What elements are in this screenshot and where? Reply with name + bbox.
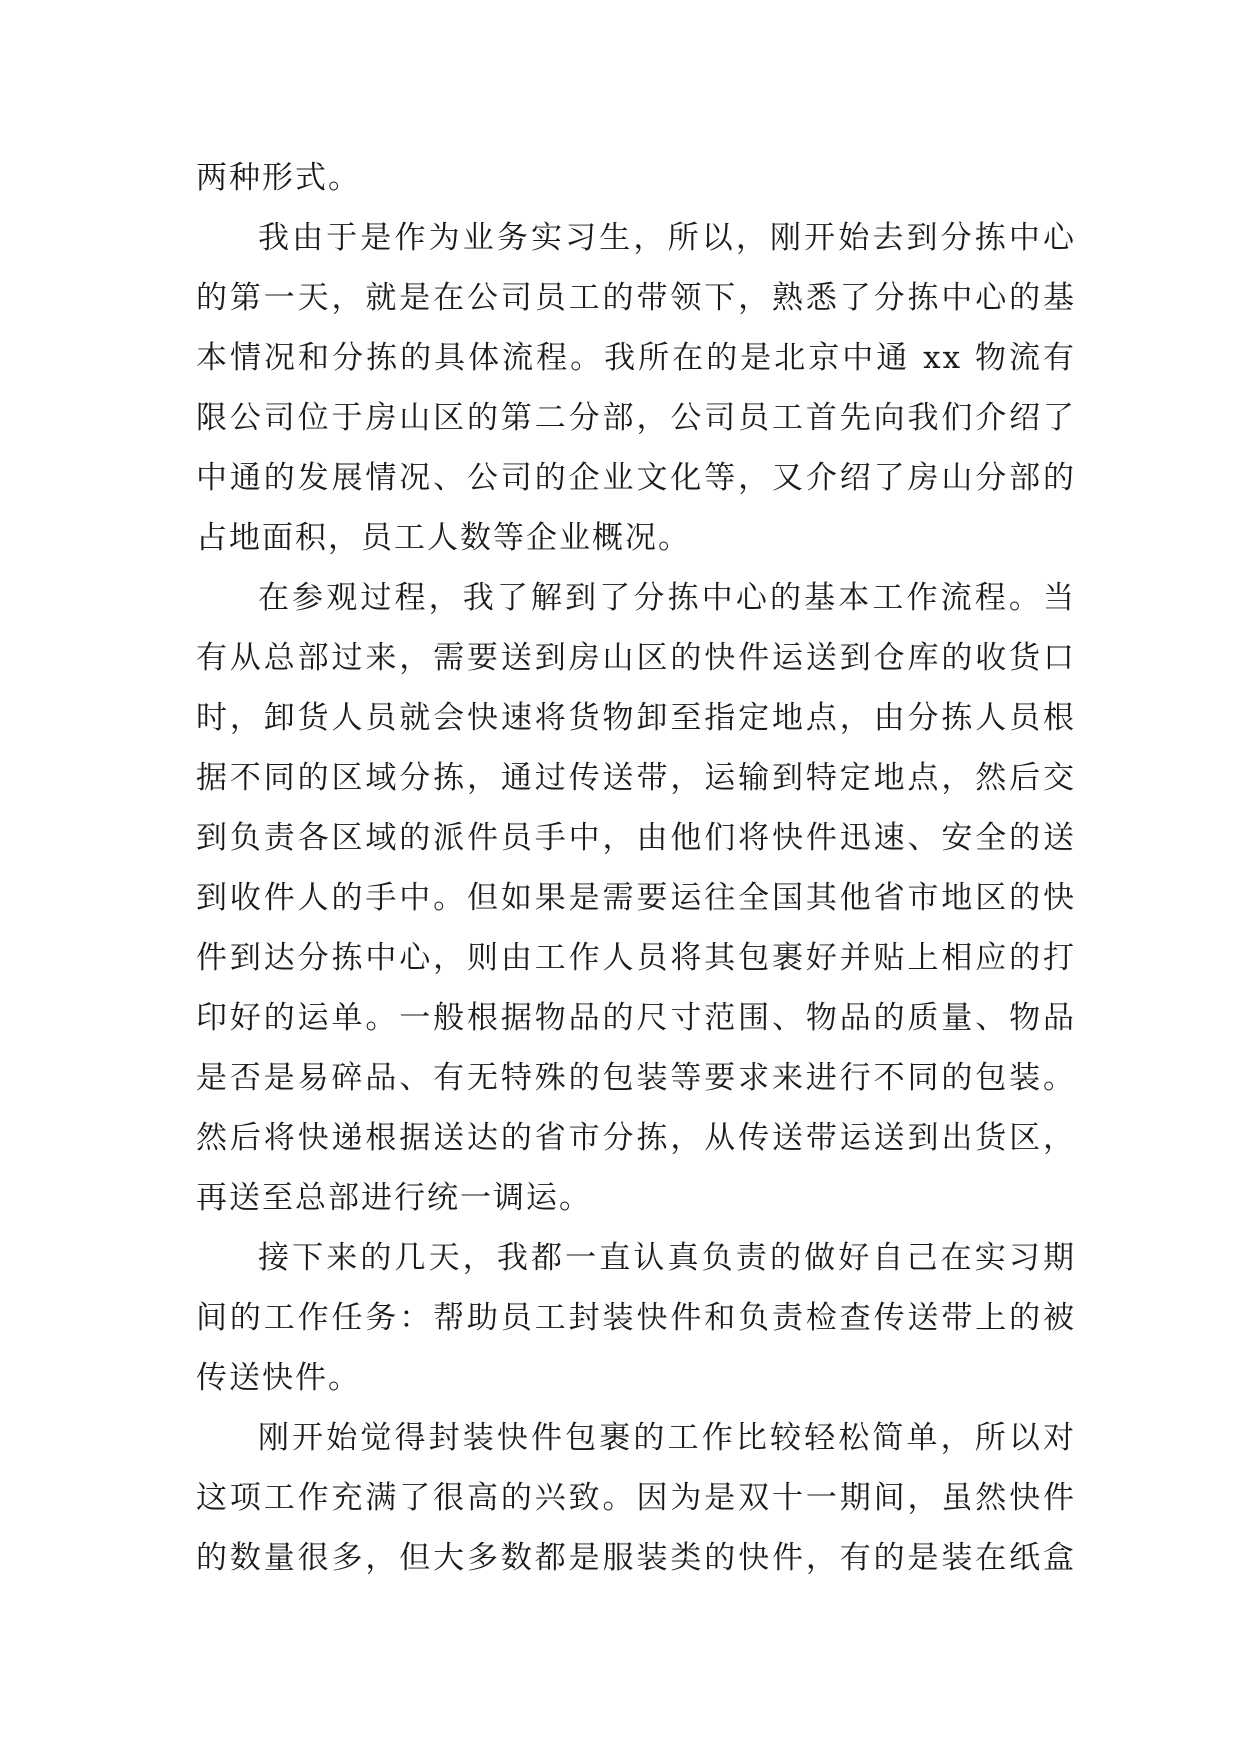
text-line: 时，卸货人员就会快速将货物卸至指定地点，由分拣人员根 (196, 700, 1076, 736)
text-line: 我由于是作为业务实习生，所以，刚开始去到分拣中心 (258, 220, 1076, 256)
text-line: 本情况和分拣的具体流程。我所在的是北京中通 xx 物流有 (196, 340, 1076, 376)
text-line: 然后将快递根据送达的省市分拣，从传送带运送到出货区， (196, 1120, 1076, 1156)
text-line: 刚开始觉得封装快件包裹的工作比较轻松简单，所以对 (258, 1420, 1076, 1456)
text-line: 中通的发展情况、公司的企业文化等，又介绍了房山分部的 (196, 460, 1076, 496)
text-line: 限公司位于房山区的第二分部，公司员工首先向我们介绍了 (196, 400, 1076, 436)
text-line: 有从总部过来，需要送到房山区的快件运送到仓库的收货口 (196, 640, 1076, 676)
text-line: 在参观过程，我了解到了分拣中心的基本工作流程。当 (258, 580, 1076, 616)
text-line: 据不同的区域分拣，通过传送带，运输到特定地点，然后交 (196, 760, 1076, 796)
text-line: 间的工作任务：帮助员工封装快件和负责检查传送带上的被 (196, 1300, 1076, 1336)
text-line: 再送至总部进行统一调运。 (196, 1180, 592, 1216)
body-text (196, 148, 1076, 1588)
text-line: 的数量很多，但大多数都是服装类的快件，有的是装在纸盒 (196, 1540, 1076, 1576)
text-line: 印好的运单。一般根据物品的尺寸范围、物品的质量、物品 (196, 1000, 1076, 1036)
text-line: 这项工作充满了很高的兴致。因为是双十一期间，虽然快件 (196, 1480, 1076, 1516)
text-line: 占地面积，员工人数等企业概况。 (196, 520, 691, 556)
text-line: 的第一天，就是在公司员工的带领下，熟悉了分拣中心的基 (196, 280, 1076, 316)
text-line: 到负责各区域的派件员手中，由他们将快件迅速、安全的送 (196, 820, 1076, 856)
text-line: 到收件人的手中。但如果是需要运往全国其他省市地区的快 (196, 880, 1076, 916)
text-line: 传送快件。 (196, 1360, 361, 1396)
text-line: 件到达分拣中心，则由工作人员将其包裹好并贴上相应的打 (196, 940, 1076, 976)
text-line: 接下来的几天，我都一直认真负责的做好自己在实习期 (258, 1240, 1076, 1276)
text-line: 两种形式。 (196, 160, 361, 196)
text-line: 是否是易碎品、有无特殊的包装等要求来进行不同的包装。 (196, 1060, 1076, 1096)
